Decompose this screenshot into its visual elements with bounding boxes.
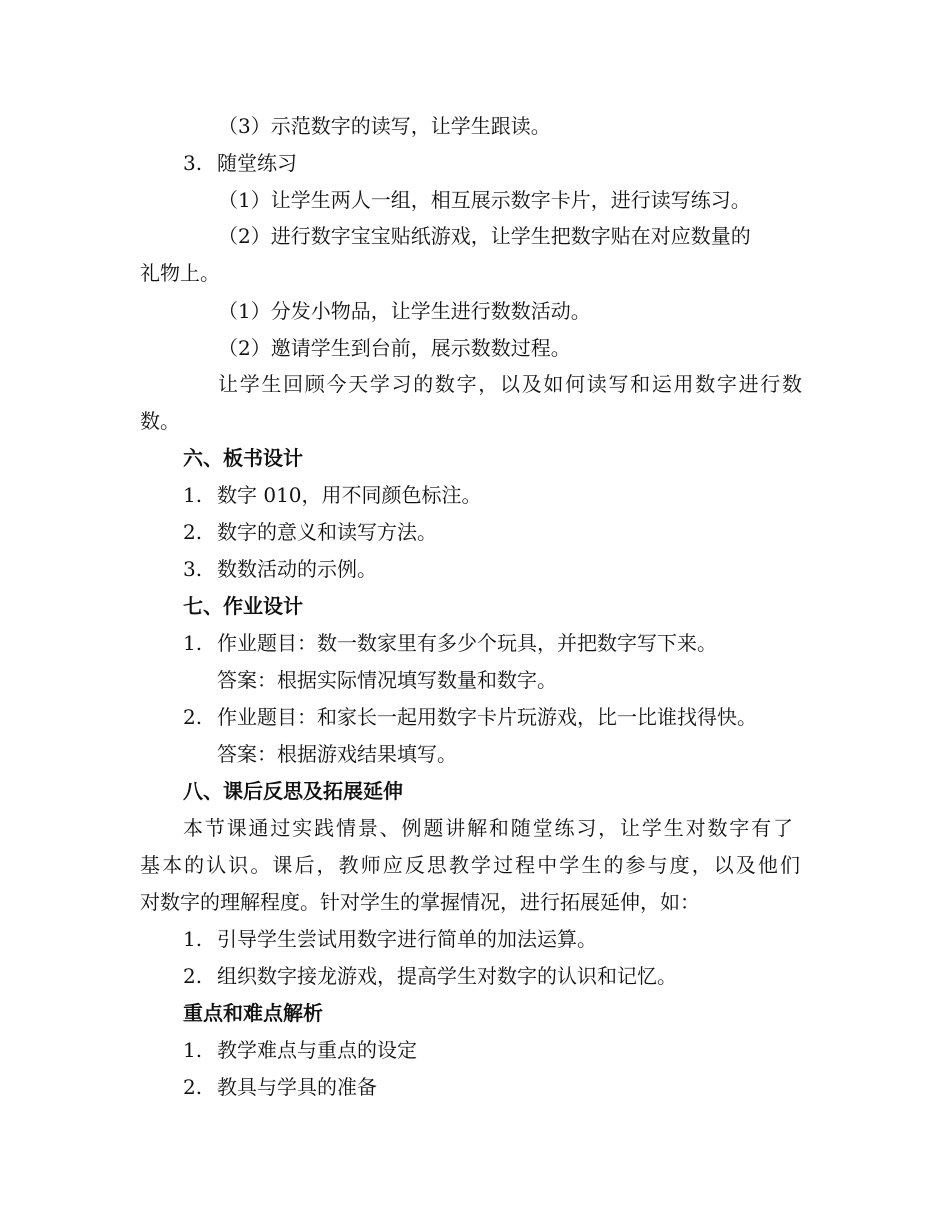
list-number: 2. bbox=[183, 520, 203, 544]
section-heading: 八、课后反思及拓展延伸 bbox=[183, 779, 403, 803]
paragraph-line: （2）进行数字宝宝贴纸游戏，让学生把数字贴在对应数量的 bbox=[218, 224, 751, 248]
list-item bbox=[183, 149, 297, 177]
section-heading: 六、板书设计 bbox=[183, 446, 303, 470]
list-number: 1. bbox=[183, 927, 203, 951]
list-item bbox=[183, 1073, 377, 1101]
paragraph-line: （1）分发小物品，让学生进行数数活动。 bbox=[218, 299, 591, 323]
paragraph-line: 本节课通过实践情景、例题讲解和随堂练习，让学生对数字有了 bbox=[183, 816, 793, 840]
list-text: 引导学生尝试用数字进行简单的加法运算。 bbox=[217, 927, 597, 951]
paragraph-line: （2）邀请学生到台前，展示数数过程。 bbox=[218, 336, 571, 360]
list-item bbox=[183, 481, 482, 509]
list-text: 教具与学具的准备 bbox=[217, 1075, 377, 1099]
paragraph-line: 基本的认识。课后，教师应反思教学过程中学生的参与度，以及他们 bbox=[140, 853, 800, 877]
list-item bbox=[183, 629, 717, 657]
list-number: 3. bbox=[183, 557, 203, 581]
list-text: 数字的意义和读写方法。 bbox=[217, 520, 437, 544]
section-heading: 重点和难点解析 bbox=[183, 1001, 323, 1025]
list-number: 1. bbox=[183, 1038, 203, 1062]
section-heading: 七、作业设计 bbox=[183, 594, 303, 618]
list-item bbox=[183, 703, 757, 731]
list-text: 作业题目：数一数家里有多少个玩具，并把数字写下来。 bbox=[217, 631, 717, 655]
paragraph-line: 数。 bbox=[140, 409, 180, 433]
list-number: 3. bbox=[183, 151, 203, 175]
list-item bbox=[183, 925, 597, 953]
list-item bbox=[183, 518, 437, 546]
paragraph-line: （1）让学生两人一组，相互展示数字卡片，进行读写练习。 bbox=[218, 188, 751, 212]
list-number: 1. bbox=[183, 483, 203, 507]
list-text: 数字 010，用不同颜色标注。 bbox=[217, 483, 482, 507]
list-number: 2. bbox=[183, 705, 203, 729]
list-text: 组织数字接龙游戏，提高学生对数字的认识和记忆。 bbox=[217, 964, 677, 988]
list-text: 数数活动的示例。 bbox=[217, 557, 377, 581]
list-item bbox=[183, 962, 677, 990]
list-item bbox=[183, 1036, 417, 1064]
answer-line: 答案：根据实际情况填写数量和数字。 bbox=[217, 668, 557, 692]
list-item bbox=[183, 555, 377, 583]
paragraph-line: 让学生回顾今天学习的数字，以及如何读写和运用数字进行数 bbox=[218, 372, 802, 396]
answer-line: 答案：根据游戏结果填写。 bbox=[217, 742, 457, 766]
list-text: 教学难点与重点的设定 bbox=[217, 1038, 417, 1062]
list-number: 1. bbox=[183, 631, 203, 655]
list-text: 作业题目：和家长一起用数字卡片玩游戏，比一比谁找得快。 bbox=[217, 705, 757, 729]
paragraph-line: （3）示范数字的读写，让学生跟读。 bbox=[218, 114, 551, 138]
list-number: 2. bbox=[183, 1075, 203, 1099]
list-number: 2. bbox=[183, 964, 203, 988]
list-text: 随堂练习 bbox=[217, 151, 297, 175]
paragraph-line: 礼物上。 bbox=[140, 261, 220, 285]
paragraph-line: 对数字的理解程度。针对学生的掌握情况，进行拓展延伸，如： bbox=[140, 890, 700, 914]
